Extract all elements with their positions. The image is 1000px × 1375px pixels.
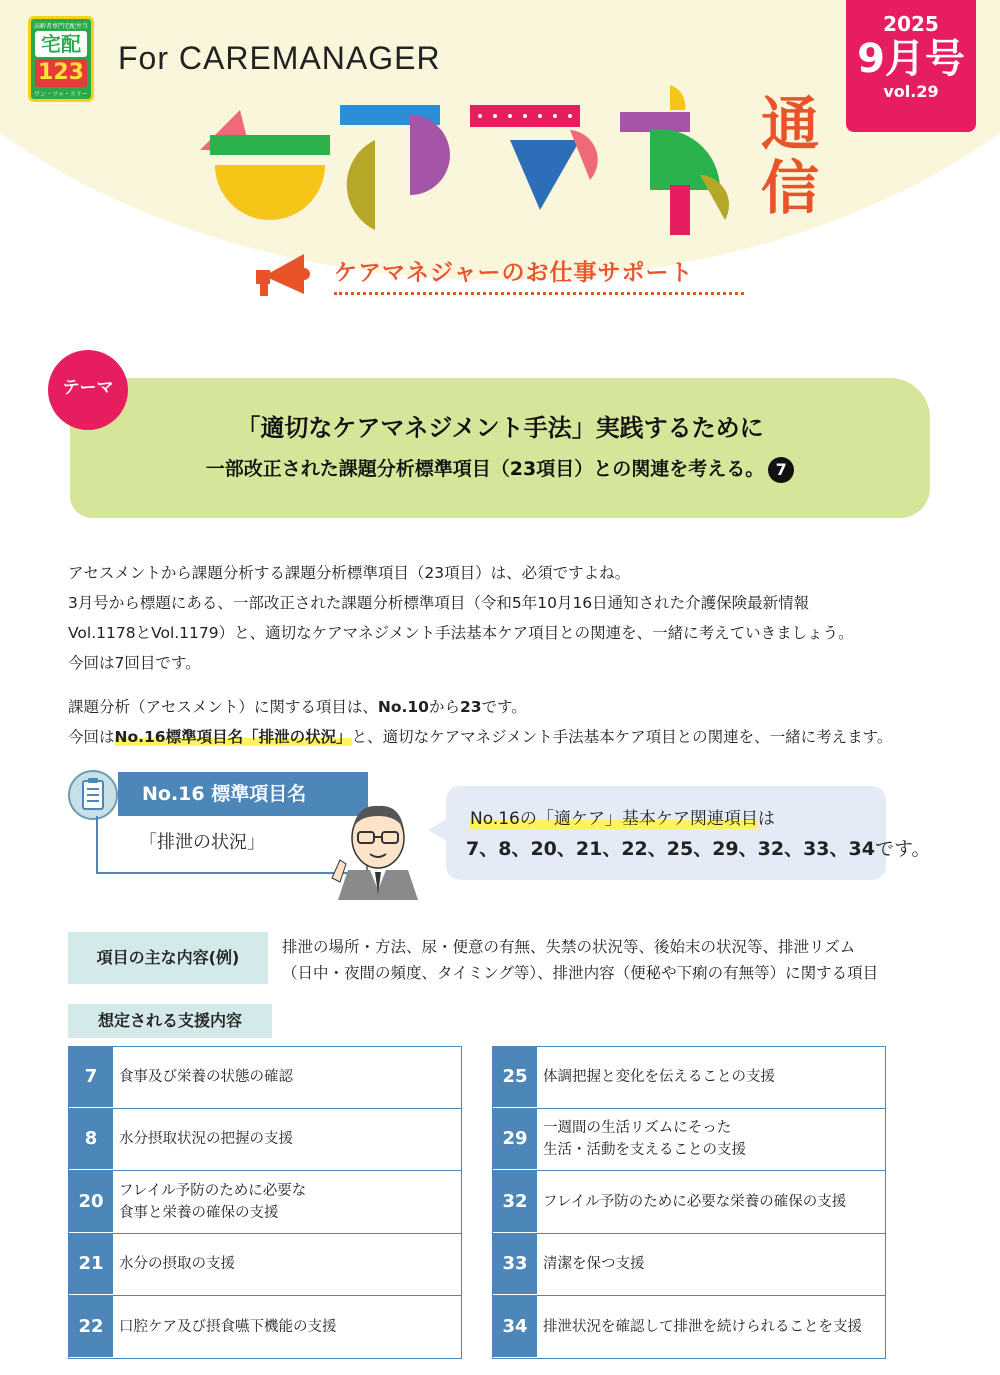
range-end: 23: [459, 698, 482, 716]
support-text: 口腔ケア及び摂食嚥下機能の支援: [119, 1318, 337, 1335]
dotted-divider: [334, 292, 744, 295]
support-text: 体調把握と変化を伝えることの支援: [543, 1069, 775, 1086]
theme-subtitle: [70, 454, 930, 483]
support-text: フレイル予防のために必要な栄養の確保の支援: [543, 1193, 847, 1210]
bubble-text: [470, 804, 775, 829]
logo-reading: ワン・ツゥ・スリー: [34, 91, 88, 98]
item-name: 「排泄の状況」: [96, 816, 368, 874]
support-number: 34: [493, 1296, 537, 1358]
intro-line-4: 今回は7回目です。: [68, 654, 201, 672]
table-row: [68, 1046, 462, 1109]
support-number: 25: [493, 1047, 537, 1108]
table-row: [68, 1296, 462, 1359]
logo-main-text: 宅配: [35, 31, 87, 57]
intro-line-3: Vol.1178とVol.1179）と、適切なケアマネジメント手法基本ケア項目との関連を、一緒に考えていきましょう。: [68, 624, 854, 642]
intro-text: [68, 558, 968, 752]
title-kanji: 通信: [760, 90, 819, 222]
theme-title: 「適切なケアマネジメント手法」実践するために: [236, 414, 764, 442]
support-number: 20: [69, 1171, 113, 1233]
table-row: [492, 1234, 886, 1297]
logo-caption: 高齢者専門宅配弁当: [33, 23, 88, 30]
range-text-b: から: [428, 698, 460, 716]
speech-bubble: [446, 786, 886, 880]
main-content-label: 項目の主な内容(例): [68, 932, 268, 984]
part-number-badge: 7: [768, 457, 794, 483]
support-table-right: [492, 1046, 886, 1359]
focus-text-b: と、適切なケアマネジメント手法基本ケア項目との関連を、一緒に考えます。: [351, 728, 893, 746]
support-number: 22: [69, 1296, 113, 1358]
subtitle-area: [250, 242, 750, 302]
range-text-a: 課題分析（アセスメント）に関する項目は、: [68, 698, 378, 716]
intro-focus-line: [68, 722, 968, 752]
brand-logo[interactable]: [28, 16, 94, 102]
issue-date-tag: [846, 0, 976, 132]
intro-line-1: アセスメントから課題分析する課題分析標準項目（23項目）は、必須ですよね。: [68, 564, 631, 582]
intro-range-line: [68, 692, 968, 722]
main-content-line-1: 排泄の場所・方法、尿・便意の有無、失禁の状況等、後始末の状況等、排泄リズム: [282, 938, 856, 956]
table-row: [492, 1171, 886, 1234]
intro-line-2: 3月号から標題にある、一部改正された課題分析標準項目（令和5年10月16日通知された介護保険最新情報: [68, 594, 810, 612]
range-start: No.10: [377, 698, 429, 716]
support-text: 食事及び栄養の状態の確認: [119, 1069, 293, 1086]
theme-badge: テーマ: [48, 350, 128, 430]
support-number: 7: [69, 1047, 113, 1108]
main-content-line-2: （日中・夜間の頻度、タイミング等）、排泄内容（便秘や下痢の有無等）に関する項目: [282, 964, 879, 982]
for-caremanager-label: For CAREMANAGER: [118, 40, 441, 76]
table-row: [492, 1046, 886, 1109]
bubble-text-b: 「適ケア」基本ケア関連項目: [536, 809, 758, 829]
table-row: [68, 1109, 462, 1172]
theme-subtitle-text: 一部改正された課題分析標準項目（23項目）との関連を考える。: [205, 458, 765, 480]
subtitle: ケアマネジャーのお仕事サポート: [334, 260, 694, 286]
logo-number: 123: [35, 59, 87, 87]
support-table-left: [68, 1046, 462, 1359]
main-content-text: [282, 934, 942, 986]
bubble-text-c: は: [757, 809, 775, 829]
support-text: 排泄状況を確認して排泄を続けられることを支援: [543, 1318, 862, 1335]
issue-year: 2025: [883, 12, 939, 36]
speech-bubble-pointer: [428, 818, 448, 842]
clipboard-icon: [68, 770, 118, 820]
item-header: No.16 標準項目名: [118, 772, 368, 816]
support-text: 水分の摂取の支援: [119, 1256, 235, 1273]
issue-volume: vol.29: [883, 82, 939, 101]
support-text: 水分摂取状況の把握の支援: [119, 1131, 293, 1148]
bubble-end: です。: [874, 838, 931, 860]
support-label: 想定される支援内容: [68, 1004, 272, 1038]
bubble-numbers-line: [466, 834, 930, 861]
table-row: [68, 1234, 462, 1297]
support-number: 33: [493, 1234, 537, 1296]
issue-month: 9月号: [857, 36, 965, 82]
support-text: 一週間の生活リズムにそった 生活・活動を支えることの支援: [543, 1120, 746, 1159]
title-kana-art: [180, 80, 740, 240]
support-number: 32: [493, 1171, 537, 1233]
focus-highlight: No.16標準項目名「排泄の状況」: [114, 728, 352, 746]
related-item-numbers: 7、8、20、21、22、25、29、32、33、34: [466, 838, 875, 860]
support-number: 8: [69, 1109, 113, 1171]
table-row: [68, 1171, 462, 1234]
support-number: 29: [493, 1109, 537, 1171]
support-text: フレイル予防のために必要な 食事と栄養の確保の支援: [119, 1182, 307, 1221]
table-row: [492, 1109, 886, 1172]
focus-text-a: 今回は: [68, 728, 115, 746]
bubble-text-a: No.16の: [470, 809, 537, 829]
caremanager-illustration-icon: [318, 790, 438, 900]
support-text: 清潔を保つ支援: [543, 1256, 645, 1273]
table-row: [492, 1296, 886, 1359]
megaphone-icon: [250, 246, 330, 298]
support-number: 21: [69, 1234, 113, 1296]
range-text-c: です。: [481, 698, 527, 716]
theme-box: [70, 378, 930, 518]
